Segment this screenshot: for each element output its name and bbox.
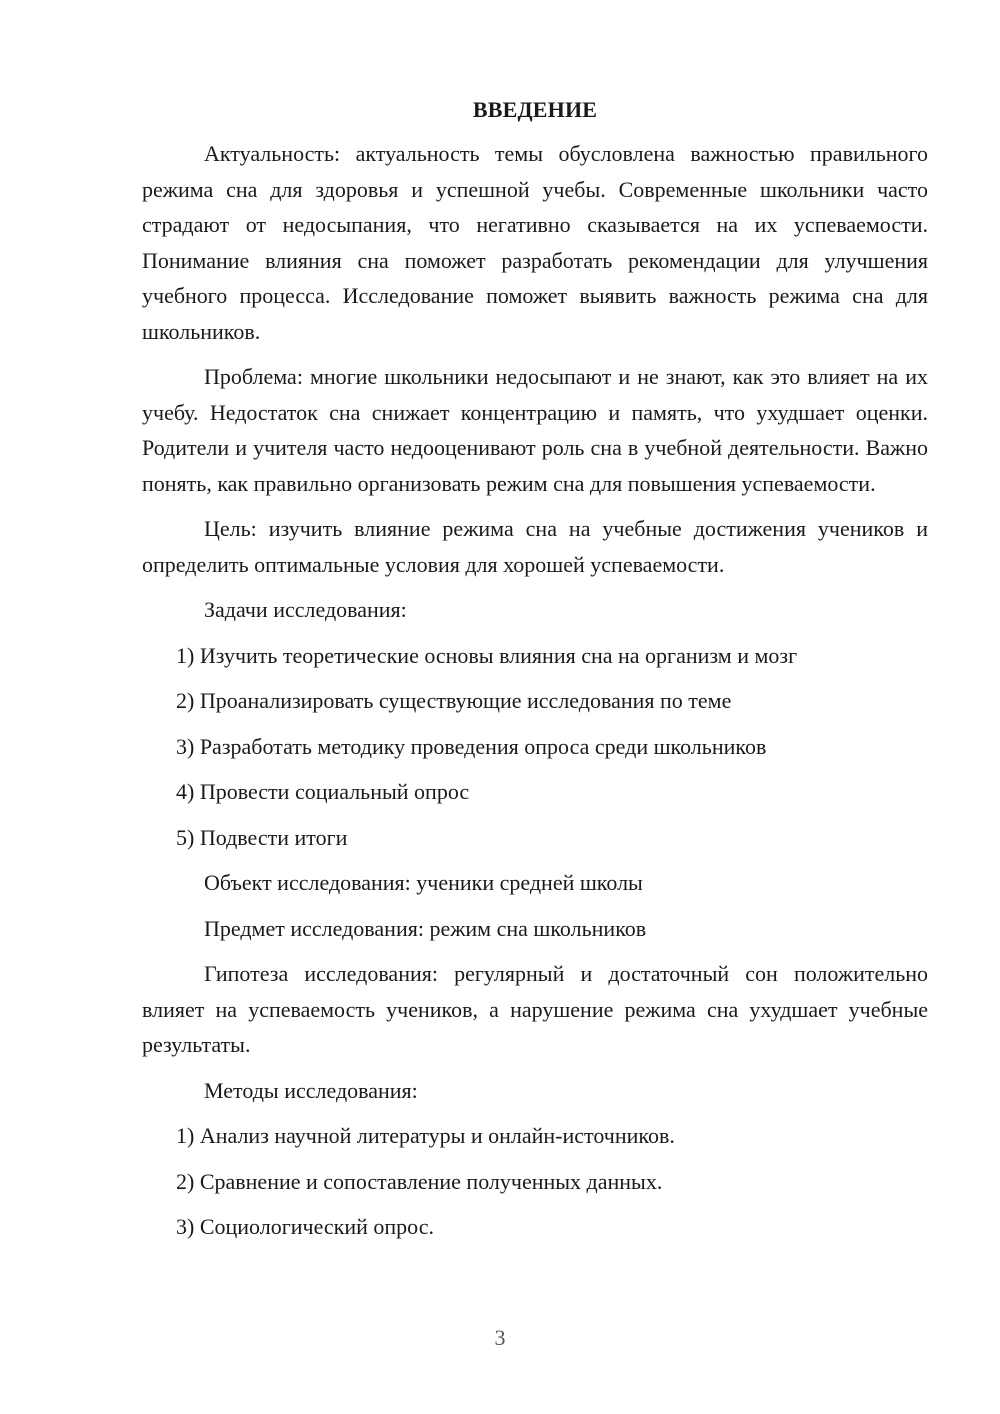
tasks-heading: Задачи исследования:: [204, 597, 407, 622]
relevance-paragraph: Актуальность: актуальность темы обусловлена важностью правильного режима сна для здоровья и успешной учебы. Современные школьники часто страдают от недосыпания, что негативно сказывается на их успеваемости. Понимание влияния сна поможет разработать рекомендации для улучшения учебного процесса. Исследование поможет выявить важность режима сна для школьников.: [142, 141, 928, 344]
method-item: 3) Социологический опрос.: [176, 1214, 434, 1239]
section-heading: ВВЕДЕНИЕ: [472, 97, 598, 122]
page-number: 3: [494, 1325, 506, 1350]
object-line: Объект исследования: ученики средней школы: [204, 870, 643, 895]
tasks-list: [142, 638, 928, 856]
methods-heading: Методы исследования:: [204, 1077, 418, 1103]
task-item: 3) Разработать методику проведения опроса среди школьников: [176, 733, 767, 759]
problem-paragraph: Проблема: многие школьники недосыпают и не знают, как это влияет на их учебу. Недостаток сна снижает концентрацию и память, что ухудшает оценки. Родители и учителя часто недооценивают роль сна в учебной деятельности. Важно понять, как правильно организовать режим сна для повышения успеваемости.: [142, 364, 928, 496]
hypothesis-paragraph: Гипотеза исследования: регулярный и достаточный сон положительно влияет на успеваемость учеников, а нарушение режима сна ухудшает учебные результаты.: [142, 961, 928, 1057]
task-item: 1) Изучить теоретические основы влияния сна на организм и мозг: [176, 642, 798, 668]
goal-paragraph: Цель: изучить влияние режима сна на учебные достижения учеников и определить оптимальные условия для хорошей успеваемости.: [142, 516, 928, 577]
methods-list: [142, 1118, 928, 1245]
method-item: 2) Сравнение и сопоставление полученных данных.: [176, 1168, 663, 1194]
subject-line: Предмет исследования: режим сна школьников: [204, 915, 647, 941]
task-item: 2) Проанализировать существующие исследования по теме: [176, 688, 732, 713]
task-item: 4) Провести социальный опрос: [176, 779, 470, 804]
task-item: 5) Подвести итоги: [176, 824, 348, 850]
method-item: 1) Анализ научной литературы и онлайн-источников.: [176, 1123, 675, 1148]
document-page: [142, 94, 928, 1255]
